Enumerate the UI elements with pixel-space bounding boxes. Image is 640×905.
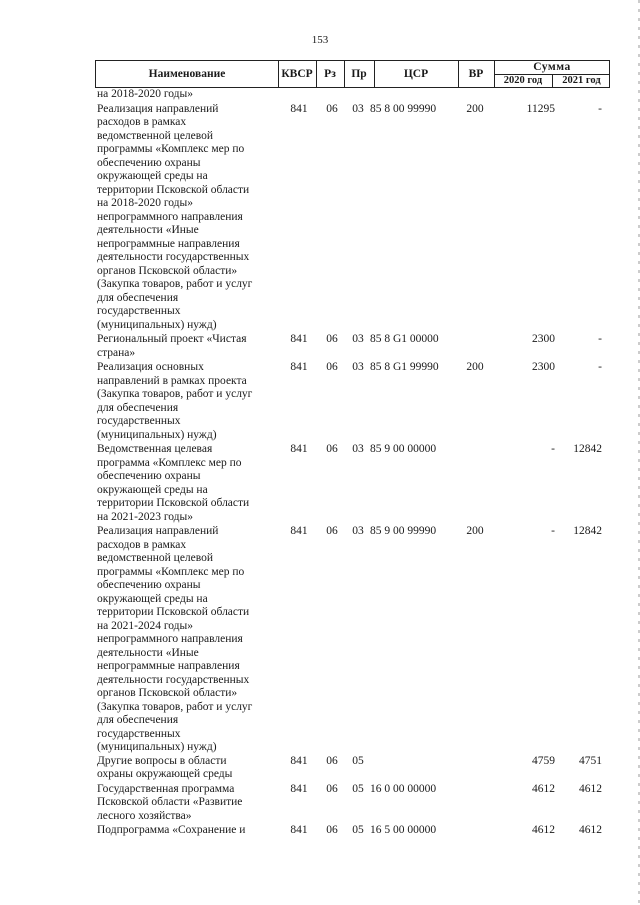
row-sum-2020: 2300: [532, 333, 555, 345]
row-csr: 85 8 00 99990: [370, 102, 437, 115]
header-name: Наименование: [96, 61, 279, 87]
row-pr: 03: [352, 102, 364, 115]
row-rz: 06: [326, 824, 338, 836]
row-name: Подпрограмма «Сохранение и: [97, 824, 246, 836]
row-vr: 200: [466, 361, 484, 373]
row-pr: 03: [352, 361, 364, 373]
row-sum-2021: -: [598, 102, 602, 115]
row-csr: 16 0 00 00000: [370, 782, 437, 795]
row-sum-2021: 4751: [579, 754, 602, 767]
row-kvsr: 841: [290, 525, 308, 537]
table-row: [97, 361, 612, 442]
table-row: [97, 443, 612, 524]
table-row: [97, 88, 612, 102]
row-pr: 03: [352, 333, 364, 345]
row-sum-2020: 4612: [532, 824, 555, 836]
row-sum-2020: -: [551, 525, 555, 537]
header-sum-group: [494, 61, 611, 87]
row-kvsr: 841: [290, 782, 308, 795]
table-row: [97, 333, 612, 360]
row-kvsr: 841: [290, 443, 308, 455]
table-row: [97, 103, 612, 333]
row-rz: 06: [326, 525, 338, 537]
table-row: [97, 783, 612, 824]
row-sum-2020: 2300: [532, 361, 555, 373]
row-name: Ведомственная целевая программа «Комплекс мер по обеспечению охраны окружающей среды на территории Псковской области на 2021-2023 годы»: [97, 443, 250, 523]
row-sum-2021: 4612: [579, 824, 602, 836]
row-name: Реализация направлений расходов в рамках ведомственной целевой программы «Комплекс мер по обеспечению охраны окружающей среды на территории Псковской области на 2018-2020 годы» непрограммного направления деятельности «Иные непрограммные направления деятельности государственных органов Псковской области» (Закупка товаров, работ и услуг для обеспечения государственных (муниципальных) нужд): [97, 102, 253, 331]
row-csr: 85 8 G1 00000: [370, 333, 439, 345]
row-name: Другие вопросы в области охраны окружающей среды: [97, 754, 233, 780]
row-name: Реализация основных направлений в рамках проекта (Закупка товаров, работ и услуг для обеспечения государственных (муниципальных) нужд): [97, 361, 253, 441]
header-vr: ВР: [458, 61, 495, 87]
row-csr: 85 8 G1 99990: [370, 361, 439, 373]
header-sum: Сумма: [494, 61, 610, 75]
row-sum-2021: 12842: [573, 443, 602, 455]
row-pr: 05: [352, 754, 364, 767]
row-rz: 06: [326, 102, 338, 115]
header-rz: Рз: [316, 61, 345, 87]
row-sum-2021: 4612: [579, 782, 602, 795]
row-sum-2021: -: [598, 333, 602, 345]
row-vr: 200: [466, 102, 484, 115]
row-name: Государственная программа Псковской области «Развитие лесного хозяйства»: [97, 782, 243, 822]
row-sum-2020: 4759: [532, 754, 555, 767]
row-rz: 06: [326, 361, 338, 373]
row-kvsr: 841: [290, 754, 308, 767]
row-kvsr: 841: [290, 824, 308, 836]
row-sum-2020: 11295: [526, 102, 555, 115]
row-sum-2021: 12842: [573, 525, 602, 537]
row-rz: 06: [326, 782, 338, 795]
header-year-2021: 2021 год: [562, 75, 601, 86]
table-row: [97, 755, 612, 782]
row-sum-2020: -: [551, 443, 555, 455]
row-rz: 06: [326, 754, 338, 767]
row-csr: 85 9 00 99990: [370, 525, 437, 537]
header-kvsr: КВСР: [278, 61, 317, 87]
row-sum-2020: 4612: [532, 782, 555, 795]
table-header: [95, 60, 610, 88]
row-pr: 05: [352, 824, 364, 836]
table-row: [97, 525, 612, 755]
row-csr: 85 9 00 00000: [370, 443, 437, 455]
row-name: Реализация направлений расходов в рамках ведомственной целевой программы «Комплекс мер по обеспечению охраны окружающей среды на территории Псковской области на 2021-2024 годы» непрограммного направления деятельности «Иные непрограммные направления деятельности государственных органов Псковской области» (Закупка товаров, работ и услуг для обеспечения государственных (муниципальных) нужд): [97, 525, 253, 753]
row-vr: 200: [466, 525, 484, 537]
row-pr: 05: [352, 782, 364, 795]
table-row: [97, 824, 612, 838]
row-kvsr: 841: [290, 333, 308, 345]
row-pr: 03: [352, 525, 364, 537]
row-pr: 03: [352, 443, 364, 455]
row-name: на 2018-2020 годы»: [97, 88, 194, 100]
row-sum-2021: -: [598, 361, 602, 373]
page-number: 153: [311, 34, 329, 46]
row-csr: 16 5 00 00000: [370, 824, 437, 836]
row-name: Региональный проект «Чистая страна»: [97, 333, 247, 359]
row-kvsr: 841: [290, 361, 308, 373]
header-csr: ЦСР: [374, 61, 459, 87]
row-kvsr: 841: [290, 102, 308, 115]
row-rz: 06: [326, 443, 338, 455]
header-pr: Пр: [344, 61, 375, 87]
table-body: [97, 88, 612, 838]
row-rz: 06: [326, 333, 338, 345]
header-year-2020: 2020 год: [494, 74, 553, 87]
